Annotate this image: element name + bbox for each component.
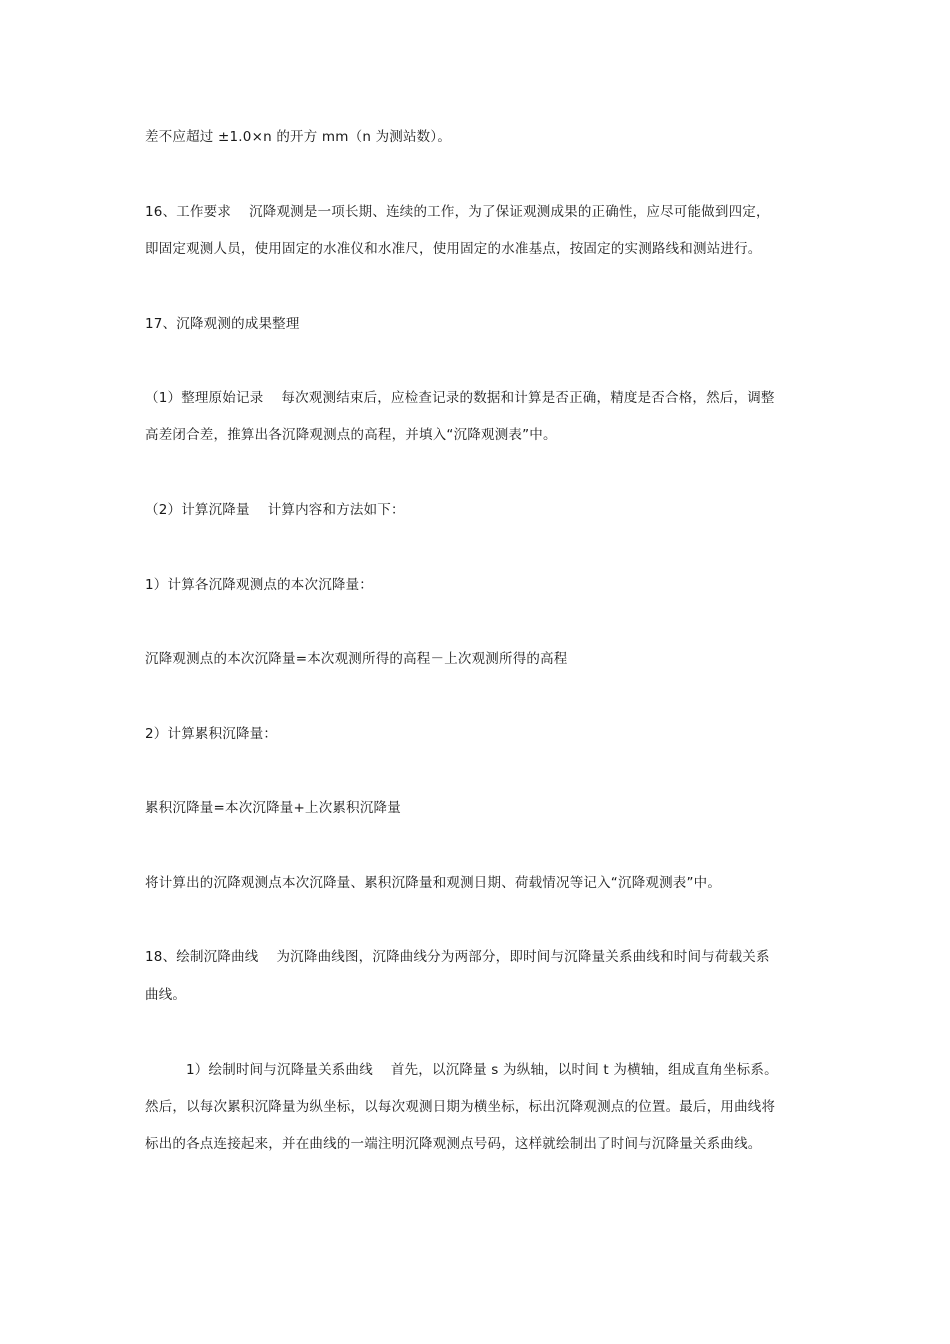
section-17-2-heading: （2）计算沉降量 (145, 502, 250, 518)
record-text: 将计算出的沉降观测点本次沉降量、累积沉降量和观测日期、荷载情况等记入“沉降观测表”中。 (145, 875, 722, 891)
formula-1-line (145, 650, 568, 668)
section-18-1-line-1 (186, 1061, 778, 1079)
section-18-1-heading: 1）绘制时间与沉降量关系曲线 (186, 1062, 373, 1078)
step-2-line (145, 725, 277, 743)
section-18-text-1: 为沉降曲线图，沉降曲线分为两部分，即时间与沉降量关系曲线和时间与荷载关系 (276, 949, 770, 965)
record-line (145, 874, 721, 892)
section-18-heading: 18、绘制沉降曲线 (145, 949, 259, 965)
section-16-heading: 16、工作要求 (145, 204, 232, 220)
section-17-1-heading: （1）整理原始记录 (145, 390, 264, 406)
section-17-2-line (145, 501, 405, 519)
section-18-line-2 (145, 986, 186, 1004)
section-17-1-line-1 (145, 389, 775, 407)
section-17-1-line-2 (145, 426, 557, 444)
section-16-text-1: 沉降观测是一项长期、连续的工作，为了保证观测成果的正确性，应尽可能做到四定， (249, 204, 770, 220)
step-1-text: 1）计算各沉降观测点的本次沉降量： (145, 577, 373, 593)
step-2-text: 2）计算累积沉降量： (145, 726, 278, 742)
section-18-1-line-3 (145, 1135, 762, 1153)
section-16-text-2: 即固定观测人员，使用固定的水准仪和水准尺，使用固定的水准基点，按固定的实测路线和测站进行。 (145, 241, 762, 257)
formula-1-text: 沉降观测点的本次沉降量=本次观测所得的高程－上次观测所得的高程 (145, 651, 568, 667)
section-17-1-text-1: 每次观测结束后，应检查记录的数据和计算是否正确，精度是否合格，然后，调整 (281, 390, 775, 406)
section-16-line-2 (145, 240, 762, 258)
section-18-line-1 (145, 948, 770, 966)
section-18-1-text-2: 然后，以每次累积沉降量为纵坐标，以每次观测日期为横坐标，标出沉降观测点的位置。最后，用曲线将 (145, 1099, 776, 1115)
section-18-text-2: 曲线。 (145, 987, 187, 1003)
section-17-title: 17、沉降观测的成果整理 (145, 316, 300, 332)
section-17-2-text: 计算内容和方法如下： (267, 502, 405, 518)
section-16-line-1 (145, 203, 770, 221)
section-17-1-text-2: 高差闭合差，推算出各沉降观测点的高程，并填入“沉降观测表”中。 (145, 427, 557, 443)
section-18-1-text-3: 标出的各点连接起来，并在曲线的一端注明沉降观测点号码，这样就绘制出了时间与沉降量关系曲线。 (145, 1136, 762, 1152)
formula-2-text: 累积沉降量=本次沉降量+上次累积沉降量 (145, 800, 401, 816)
tolerance-text (145, 128, 451, 146)
step-1-line (145, 576, 373, 594)
tolerance-sentence: 差不应超过 ±1.0×n 的开方 mm（n 为测站数）。 (145, 129, 452, 145)
section-18-1-text-1: 首先，以沉降量 s 为纵轴，以时间 t 为横轴，组成直角坐标系。 (390, 1062, 778, 1078)
section-18-1-line-2 (145, 1098, 775, 1116)
section-17-heading (145, 315, 300, 333)
formula-2-line (145, 799, 401, 817)
